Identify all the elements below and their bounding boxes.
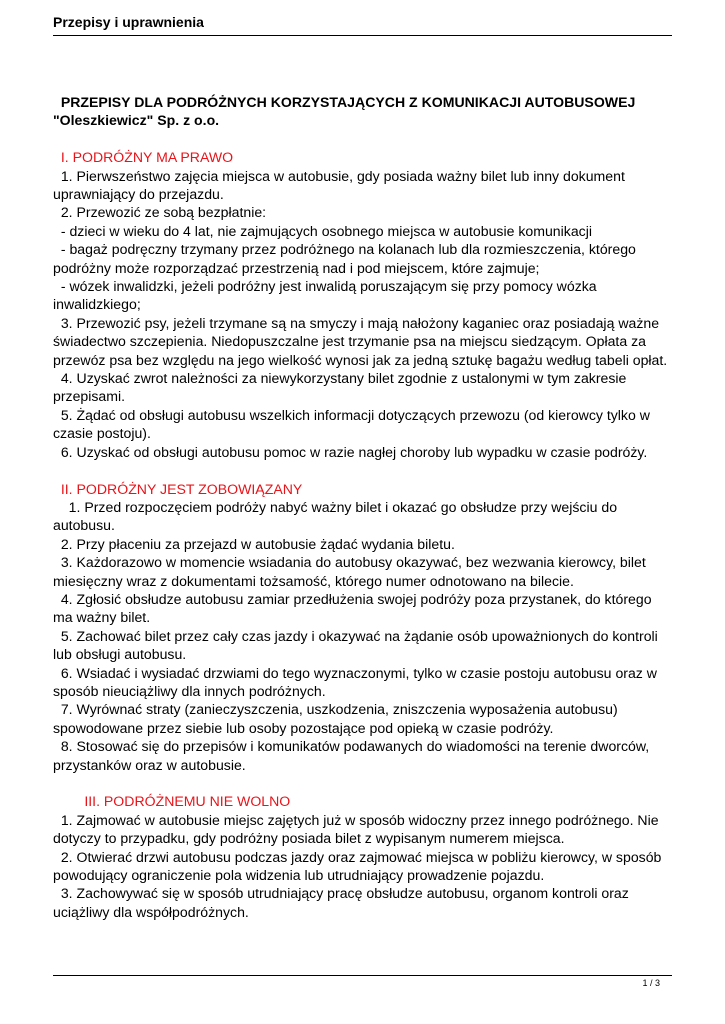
document-title-line-2: "Oleszkiewicz" Sp. z o.o. — [53, 112, 220, 129]
rights-item: 1. Pierwszeństwo zajęcia miejsca w autobusie, gdy posiada ważny bilet lub inny dokument uprawniający do przejazdu. — [53, 167, 629, 203]
prohibitions-item: 3. Zachowywać się w sposób utrudniający pracę obsłudze autobusu, organom kontroli oraz uciążliwy dla współpodróżnych. — [53, 885, 633, 920]
rights-item: - bagaż podręczny trzymany przez podróżnego na kolanach lub dla rozmieszczenia, którego podróżny może rozporządzać przestrzenią nad i pod miejscem, które zajmuje; — [53, 241, 640, 276]
document-title-line-1: PRZEPISY DLA PODRÓŻNYCH KORZYSTAJĄCYCH Z KOMUNIKACJI AUTOBUSOWEJ — [53, 94, 636, 110]
rights-item: - wózek inwalidzki, jeżeli podróżny jest inwalidą poruszającym się przy pomocy wózka inwalidzkiego; — [53, 278, 601, 313]
spacer — [53, 130, 673, 148]
rights-item: 4. Uzyskać zwrot należności za niewykorzystany bilet zgodnie z ustalonymi w tym zakresie przepisami. — [53, 370, 631, 405]
prohibitions-item: 2. Otwierać drzwi autobusu podczas jazdy oraz zajmować miejsca w pobliżu kierowcy, w sposób powodujący ograniczenie pola widzenia lub utrudniający prowadzenie pojazdu. — [53, 848, 666, 884]
obligations-item: 6. Wsiadać i wysiadać drzwiami do tego wyznaczonymi, tylko w czasie postoju autobusu oraz w sposób nieuciążliwy dla innych podróżnych. — [53, 664, 661, 699]
section-heading-obligations: II. PODRÓŻNY JEST ZOBOWIĄZANY — [53, 480, 303, 497]
spacer — [53, 461, 673, 479]
obligations-item: 4. Zgłosić obsłudze autobusu zamiar przedłużenia swojej podróży poza przystanek, do którego ma ważny bilet. — [53, 590, 656, 626]
rights-item: 2. Przewozić ze sobą bezpłatnie: — [53, 204, 267, 221]
page-header-title: Przepisy i uprawnienia — [53, 14, 204, 30]
footer-divider — [53, 975, 672, 976]
section-heading-prohibitions: III. PODRÓŻNEMU NIE WOLNO — [53, 793, 291, 810]
spacer — [53, 774, 673, 792]
rights-item: 3. Przewozić psy, jeżeli trzymane są na smyczy i mają nałożony kaganiec oraz posiadają ważne świadectwo szczepienia. Niedopuszczalne jest trzymanie psa na miejscu siedzącym. Opłata za przewóz psa bez względu na jego wielkość wynosi jak za jedną sztukę bagażu według tabeli opłat. — [53, 314, 668, 368]
page-number: 1 / 3 — [642, 978, 660, 988]
rights-item: - dzieci w wieku do 4 lat, nie zajmujących osobnego miejsca w autobusie komunikacji — [53, 222, 592, 239]
document-body — [53, 93, 673, 921]
obligations-item: 8. Stosować się do przepisów i komunikatów podawanych do wiadomości na terenie dworców, przystanków oraz w autobusie. — [53, 738, 654, 773]
obligations-item: 2. Przy płaceniu za przejazd w autobusie żądać wydania biletu. — [53, 535, 455, 552]
rights-item: 6. Uzyskać od obsługi autobusu pomoc w razie nagłej choroby lub wypadku w czasie podróży. — [53, 443, 648, 460]
header-divider — [53, 35, 672, 36]
obligations-item: 1. Przed rozpoczęciem podróży nabyć ważny bilet i okazać go obsłudze przy wejściu do autobusu. — [53, 498, 621, 534]
obligations-item: 5. Zachować bilet przez cały czas jazdy i okazywać na żądanie osób upoważnionych do kontroli lub obsługi autobusu. — [53, 627, 662, 663]
rights-item: 5. Żądać od obsługi autobusu wszelkich informacji dotyczących przewozu (od kierowcy tylko w czasie postoju). — [53, 406, 654, 442]
prohibitions-item: 1. Zajmować w autobusie miejsc zajętych już w sposób widoczny przez innego podróżnego. Nie dotyczy to przypadku, gdy podróżny posiada bilet z wypisanym numerem miejsca. — [53, 811, 663, 847]
obligations-item: 7. Wyrównać straty (zanieczyszczenia, uszkodzenia, zniszczenia wyposażenia autobusu) spowodowane przez siebie lub osoby pozostające pod opieką w czasie podróży. — [53, 701, 622, 736]
section-heading-rights: I. PODRÓŻNY MA PRAWO — [53, 149, 234, 166]
obligations-item: 3. Każdorazowo w momencie wsiadania do autobusy okazywać, bez wezwania kierowcy, bilet miesięczny wraz z dokumentami tożsamość, którego numer odnotowano na bilecie. — [53, 554, 650, 589]
